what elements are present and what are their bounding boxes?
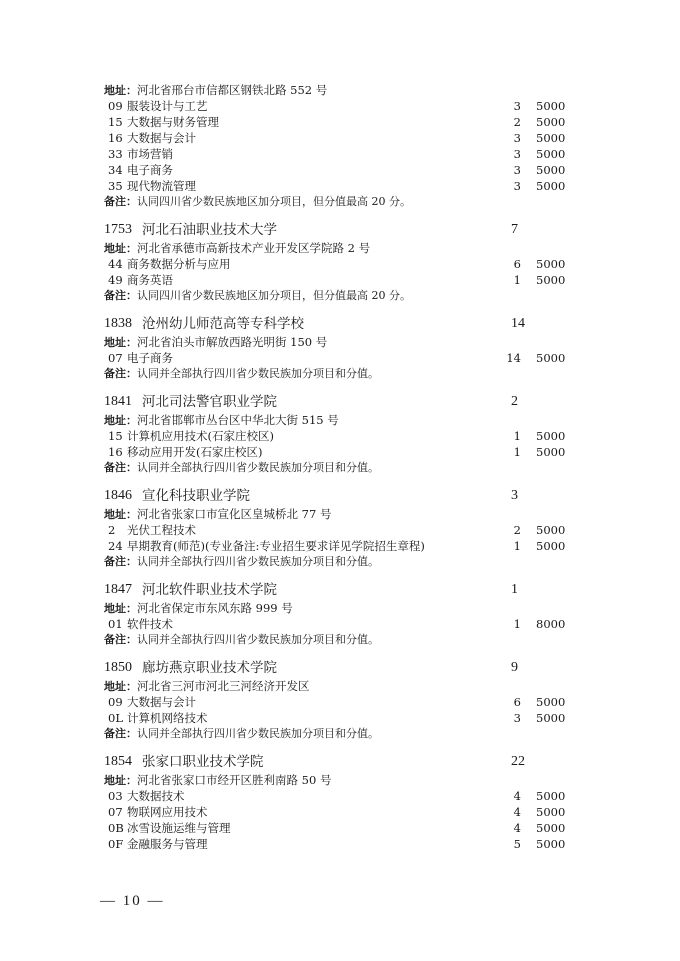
major-tuition: 5000	[536, 821, 566, 835]
address-line	[104, 412, 574, 428]
major-tuition: 5000	[536, 115, 566, 129]
note-label: 备注：	[104, 461, 137, 474]
major-tuition: 5000	[536, 837, 566, 851]
major-code: 16	[108, 131, 123, 145]
major-row	[104, 710, 574, 726]
major-code: 07	[108, 805, 123, 819]
address-text: 河北省邯郸市丛台区中华北大街 515 号	[137, 413, 339, 427]
school-name: 河北软件职业技术学院	[142, 582, 277, 598]
major-code: 2	[108, 523, 116, 537]
major-tuition: 5000	[536, 351, 566, 365]
major-plan-count: 1	[513, 429, 521, 443]
note-label: 备注：	[104, 367, 137, 380]
major-plan-count: 3	[513, 99, 521, 113]
major-name: 计算机网络技术	[127, 711, 208, 725]
school-plan-count: 2	[511, 394, 518, 409]
school-code: 1838	[104, 316, 132, 331]
major-code: 35	[108, 179, 123, 193]
note-text: 认同并全部执行四川省少数民族加分项目和分值。	[137, 633, 379, 646]
major-plan-count: 1	[513, 617, 521, 631]
major-code: 0B	[108, 821, 124, 835]
major-code: 0F	[108, 837, 124, 851]
enrollment-list	[104, 82, 574, 852]
note-line	[104, 632, 574, 648]
school-header	[104, 392, 574, 412]
note-text: 认同并全部执行四川省少数民族加分项目和分值。	[137, 367, 379, 380]
major-tuition: 5000	[536, 805, 566, 819]
major-name: 计算机应用技术(石家庄校区)	[127, 429, 274, 443]
note-label: 备注：	[104, 195, 137, 208]
note-line	[104, 194, 574, 210]
major-plan-count: 2	[513, 523, 521, 537]
school-plan-count: 9	[511, 660, 518, 675]
major-name: 大数据技术	[127, 789, 185, 803]
address-label: 地址：	[104, 602, 137, 615]
note-label: 备注：	[104, 633, 137, 646]
major-name: 移动应用开发(石家庄校区)	[127, 445, 263, 459]
major-name: 电子商务	[127, 351, 173, 365]
major-code: 01	[108, 617, 123, 631]
major-plan-count: 1	[513, 445, 521, 459]
note-label: 备注：	[104, 289, 137, 302]
major-row	[104, 256, 574, 272]
major-name: 现代物流管理	[127, 179, 196, 193]
note-text: 认同四川省少数民族地区加分项目，但分值最高 20 分。	[137, 289, 411, 302]
address-text: 河北省三河市河北三河经济开发区	[137, 679, 310, 693]
major-tuition: 5000	[536, 273, 566, 287]
major-code: 0L	[108, 711, 123, 725]
major-code: 44	[108, 257, 123, 271]
school-header	[104, 752, 574, 772]
note-line	[104, 726, 574, 742]
major-plan-count: 6	[513, 257, 521, 271]
address-text: 河北省泊头市解放西路光明街 150 号	[137, 335, 328, 349]
major-row	[104, 178, 574, 194]
major-row	[104, 694, 574, 710]
address-label: 地址：	[104, 336, 137, 349]
note-text: 认同四川省少数民族地区加分项目，但分值最高 20 分。	[137, 195, 411, 208]
major-tuition: 5000	[536, 163, 566, 177]
major-plan-count: 5	[513, 837, 521, 851]
note-line	[104, 366, 574, 382]
school-plan-count: 22	[511, 754, 525, 769]
major-row	[104, 428, 574, 444]
major-code: 09	[108, 99, 123, 113]
major-row	[104, 522, 574, 538]
major-row	[104, 162, 574, 178]
address-text: 河北省邢台市信都区钢铁北路 552 号	[137, 83, 328, 97]
major-row	[104, 444, 574, 460]
major-plan-count: 6	[513, 695, 521, 709]
note-text: 认同并全部执行四川省少数民族加分项目和分值。	[137, 461, 379, 474]
major-tuition: 8000	[536, 617, 566, 631]
school-name: 河北石油职业技术大学	[142, 222, 277, 238]
major-name: 电子商务	[127, 163, 173, 177]
major-row	[104, 98, 574, 114]
school-code: 1846	[104, 488, 132, 503]
major-name: 商务数据分析与应用	[127, 257, 231, 271]
major-tuition: 5000	[536, 523, 566, 537]
major-plan-count: 3	[513, 711, 521, 725]
major-plan-count: 4	[513, 821, 521, 835]
address-label: 地址：	[104, 680, 137, 693]
school-header	[104, 220, 574, 240]
school-code: 1854	[104, 754, 132, 769]
page-number: — 10 —	[100, 893, 165, 909]
school-code: 1850	[104, 660, 132, 675]
address-line	[104, 82, 574, 98]
note-line	[104, 460, 574, 476]
major-code: 15	[108, 429, 123, 443]
major-row	[104, 820, 574, 836]
school-name: 张家口职业技术学院	[142, 754, 264, 770]
major-plan-count: 1	[513, 273, 521, 287]
major-plan-count: 3	[513, 179, 521, 193]
school-code: 1841	[104, 394, 132, 409]
major-tuition: 5000	[536, 539, 566, 553]
address-label: 地址：	[104, 508, 137, 521]
school-name: 廊坊燕京职业技术学院	[142, 660, 277, 676]
school-header	[104, 580, 574, 600]
school-header	[104, 658, 574, 678]
major-row	[104, 272, 574, 288]
major-plan-count: 3	[513, 131, 521, 145]
address-line	[104, 600, 574, 616]
note-text: 认同并全部执行四川省少数民族加分项目和分值。	[137, 555, 379, 568]
address-line	[104, 772, 574, 788]
major-code: 07	[108, 351, 123, 365]
major-plan-count: 3	[513, 163, 521, 177]
major-name: 光伏工程技术	[127, 523, 196, 537]
address-text: 河北省张家口市宣化区皇城桥北 77 号	[137, 507, 332, 521]
address-label: 地址：	[104, 414, 137, 427]
major-code: 49	[108, 273, 123, 287]
school-header	[104, 486, 574, 506]
major-code: 33	[108, 147, 123, 161]
major-row	[104, 616, 574, 632]
address-text: 河北省承德市高新技术产业开发区学院路 2 号	[137, 241, 371, 255]
note-text: 认同并全部执行四川省少数民族加分项目和分值。	[137, 727, 379, 740]
major-name: 商务英语	[127, 273, 173, 287]
note-label: 备注：	[104, 727, 137, 740]
major-row	[104, 836, 574, 852]
address-line	[104, 240, 574, 256]
school-plan-count: 3	[511, 488, 518, 503]
major-plan-count: 4	[513, 805, 521, 819]
address-label: 地址：	[104, 242, 137, 255]
major-name: 大数据与会计	[127, 131, 196, 145]
major-tuition: 5000	[536, 179, 566, 193]
major-code: 16	[108, 445, 123, 459]
school-plan-count: 1	[511, 582, 518, 597]
major-code: 09	[108, 695, 123, 709]
major-name: 市场营销	[127, 147, 173, 161]
major-code: 03	[108, 789, 123, 803]
major-code: 34	[108, 163, 123, 177]
major-row	[104, 130, 574, 146]
school-name: 宣化科技职业学院	[142, 488, 250, 504]
school-code: 1847	[104, 582, 132, 597]
major-row	[104, 114, 574, 130]
address-line	[104, 506, 574, 522]
address-text: 河北省张家口市经开区胜利南路 50 号	[137, 773, 332, 787]
major-name: 物联网应用技术	[127, 805, 208, 819]
major-tuition: 5000	[536, 257, 566, 271]
major-tuition: 5000	[536, 445, 566, 459]
major-name: 金融服务与管理	[127, 837, 208, 851]
major-code: 24	[108, 539, 123, 553]
major-name: 服装设计与工艺	[127, 99, 208, 113]
major-plan-count: 4	[513, 789, 521, 803]
note-line	[104, 288, 574, 304]
address-line	[104, 334, 574, 350]
major-plan-count: 2	[513, 115, 521, 129]
major-tuition: 5000	[536, 429, 566, 443]
school-name: 河北司法警官职业学院	[142, 394, 277, 410]
major-tuition: 5000	[536, 131, 566, 145]
major-name: 大数据与会计	[127, 695, 196, 709]
major-row	[104, 538, 574, 554]
address-line	[104, 678, 574, 694]
major-row	[104, 350, 574, 366]
major-tuition: 5000	[536, 99, 566, 113]
major-tuition: 5000	[536, 711, 566, 725]
major-name: 软件技术	[127, 617, 173, 631]
note-line	[104, 554, 574, 570]
major-name: 早期教育(师范)(专业备注:专业招生要求详见学院招生章程)	[127, 539, 425, 553]
major-plan-count: 1	[513, 539, 521, 553]
major-tuition: 5000	[536, 789, 566, 803]
note-label: 备注：	[104, 555, 137, 568]
major-row	[104, 804, 574, 820]
major-tuition: 5000	[536, 695, 566, 709]
school-name: 沧州幼儿师范高等专科学校	[142, 316, 304, 332]
school-header	[104, 314, 574, 334]
major-name: 大数据与财务管理	[127, 115, 219, 129]
major-row	[104, 788, 574, 804]
school-plan-count: 14	[511, 316, 525, 331]
address-text: 河北省保定市东风东路 999 号	[137, 601, 293, 615]
major-row	[104, 146, 574, 162]
major-code: 15	[108, 115, 123, 129]
major-name: 冰雪设施运维与管理	[127, 821, 231, 835]
address-label: 地址：	[104, 774, 137, 787]
school-code: 1753	[104, 222, 132, 237]
major-plan-count: 3	[513, 147, 521, 161]
major-plan-count: 14	[506, 351, 521, 365]
school-plan-count: 7	[511, 222, 518, 237]
address-label: 地址：	[104, 84, 137, 97]
major-tuition: 5000	[536, 147, 566, 161]
